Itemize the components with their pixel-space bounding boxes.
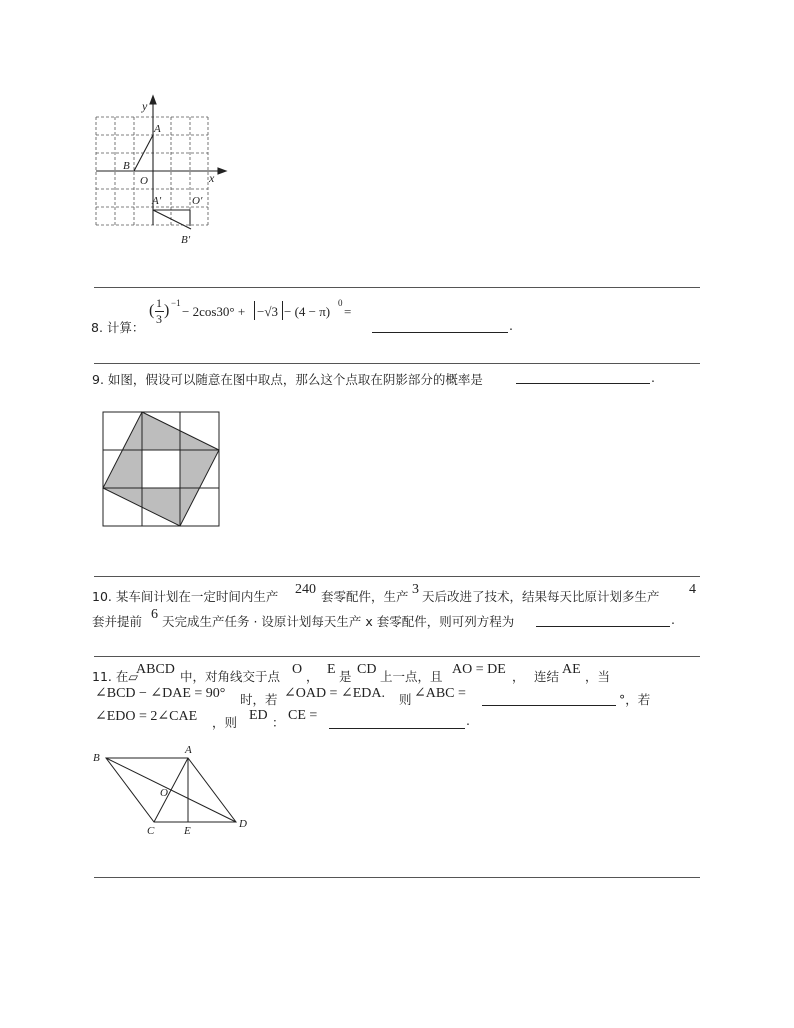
label-b: B (123, 160, 130, 172)
label-x: x (209, 171, 215, 185)
q11-c: ， (306, 669, 319, 684)
q11-e: E (327, 662, 336, 677)
divider-3 (94, 576, 700, 577)
q11-ae: AE (562, 662, 581, 677)
label-o-prime: O′ (192, 195, 203, 207)
q11-l2d: 则 (399, 692, 412, 707)
q8-exp-zero: 0 (338, 298, 343, 308)
q11-l2c: ∠OAD = ∠EDA. (284, 686, 385, 701)
q8-term-minus: − (4 − π) (284, 304, 331, 319)
q8-abs-bar-left (254, 301, 255, 320)
q10-n3: 3 (412, 582, 419, 597)
q11-l2a: ∠BCD − ∠DAE = 90° (95, 686, 226, 701)
q11-end-dot: . (466, 713, 470, 728)
label-y: y (142, 99, 148, 113)
divider-4 (94, 656, 700, 657)
label-b-prime: B′ (181, 234, 191, 246)
parallelogram-figure (88, 740, 258, 840)
q10-l1b: 套零配件，生产 (321, 589, 409, 604)
q11-answer-blank-2[interactable] (329, 728, 465, 729)
q9-text: 9. 如图，假设可以随意在图中取点，那么这个点取在阴影部分的概率是 (92, 372, 483, 387)
coordinate-grid-figure (90, 92, 240, 252)
q8-equals: = (344, 304, 352, 319)
q8-paren-close: ) (164, 302, 170, 319)
q11-l2deg: °，若 (619, 692, 651, 707)
fig11-label-a: A (185, 744, 192, 756)
q8-term-cos: − 2cos30° + (182, 304, 246, 319)
q10-answer-blank[interactable] (536, 626, 670, 627)
q9-answer-blank[interactable] (516, 383, 650, 384)
fig11-label-c: C (147, 825, 155, 837)
q10-n240: 240 (295, 582, 316, 597)
q11-l3c: ED (249, 708, 268, 723)
q8-answer-blank[interactable] (372, 332, 508, 333)
fig11-label-d: D (239, 818, 247, 830)
label-o: O (140, 175, 148, 187)
q11-o: O (292, 662, 303, 677)
q11-b: 中，对角线交于点 (180, 669, 281, 684)
q11-l3d: ： (272, 715, 285, 730)
q8-end-dot: . (509, 318, 513, 333)
q8-frac-num: 1 (156, 296, 162, 310)
divider-5 (94, 877, 700, 878)
q11-g: ， (512, 669, 525, 684)
q11-cd: CD (357, 662, 377, 677)
fig11-label-o: O (160, 787, 168, 799)
q11-d: 是 (339, 669, 352, 684)
q10-l1a: 10. 某车间计划在一定时间内生产 (92, 589, 279, 604)
q8-frac-den: 3 (156, 312, 162, 326)
q11-l3e: CE = (288, 708, 318, 723)
q8-exp-neg1: −1 (171, 298, 181, 308)
q8-abs-bar-right (282, 301, 283, 320)
q10-n6: 6 (151, 607, 158, 622)
question-11 (92, 661, 712, 733)
q10-l1c: 天后改进了技术，结果每天比原计划多生产 (422, 589, 660, 604)
label-a-prime: A′ (152, 195, 162, 207)
q10-n4: 4 (689, 582, 696, 597)
q10-end-dot: . (671, 612, 675, 627)
divider-1 (94, 287, 700, 288)
q8-prefix: 8. 计算： (91, 320, 145, 335)
q11-a: 11. 在▱ (92, 669, 138, 684)
q9-end-dot: . (651, 370, 655, 385)
label-a: A (154, 123, 161, 135)
question-8 (91, 296, 711, 336)
q11-aode: AO = DE (452, 662, 506, 677)
q11-l2b: 时，若 (240, 692, 278, 707)
fig11-label-b: B (93, 752, 100, 764)
q11-abcd: ABCD (136, 662, 175, 677)
question-10 (92, 582, 712, 632)
q11-h: 连结 (534, 669, 560, 684)
q11-i: ，当 (585, 669, 611, 684)
q8-sqrt-neg: −√3 (257, 304, 278, 319)
q11-l2e: ∠ABC = (414, 686, 466, 701)
q11-l3b: ，则 (212, 715, 238, 730)
q11-answer-blank-1[interactable] (482, 705, 616, 706)
q10-l2a: 套并提前 (92, 614, 143, 629)
q8-paren-open: ( (149, 302, 155, 319)
shaded-square-figure (100, 409, 222, 529)
q11-l3a: ∠EDO = 2∠CAE (95, 709, 198, 724)
q11-f: 上一点，且 (380, 669, 443, 684)
divider-2 (94, 363, 700, 364)
fig11-label-e: E (184, 825, 191, 837)
q10-l2b: 天完成生产任务 · 设原计划每天生产 x 套零配件，则可列方程为 (162, 614, 515, 629)
